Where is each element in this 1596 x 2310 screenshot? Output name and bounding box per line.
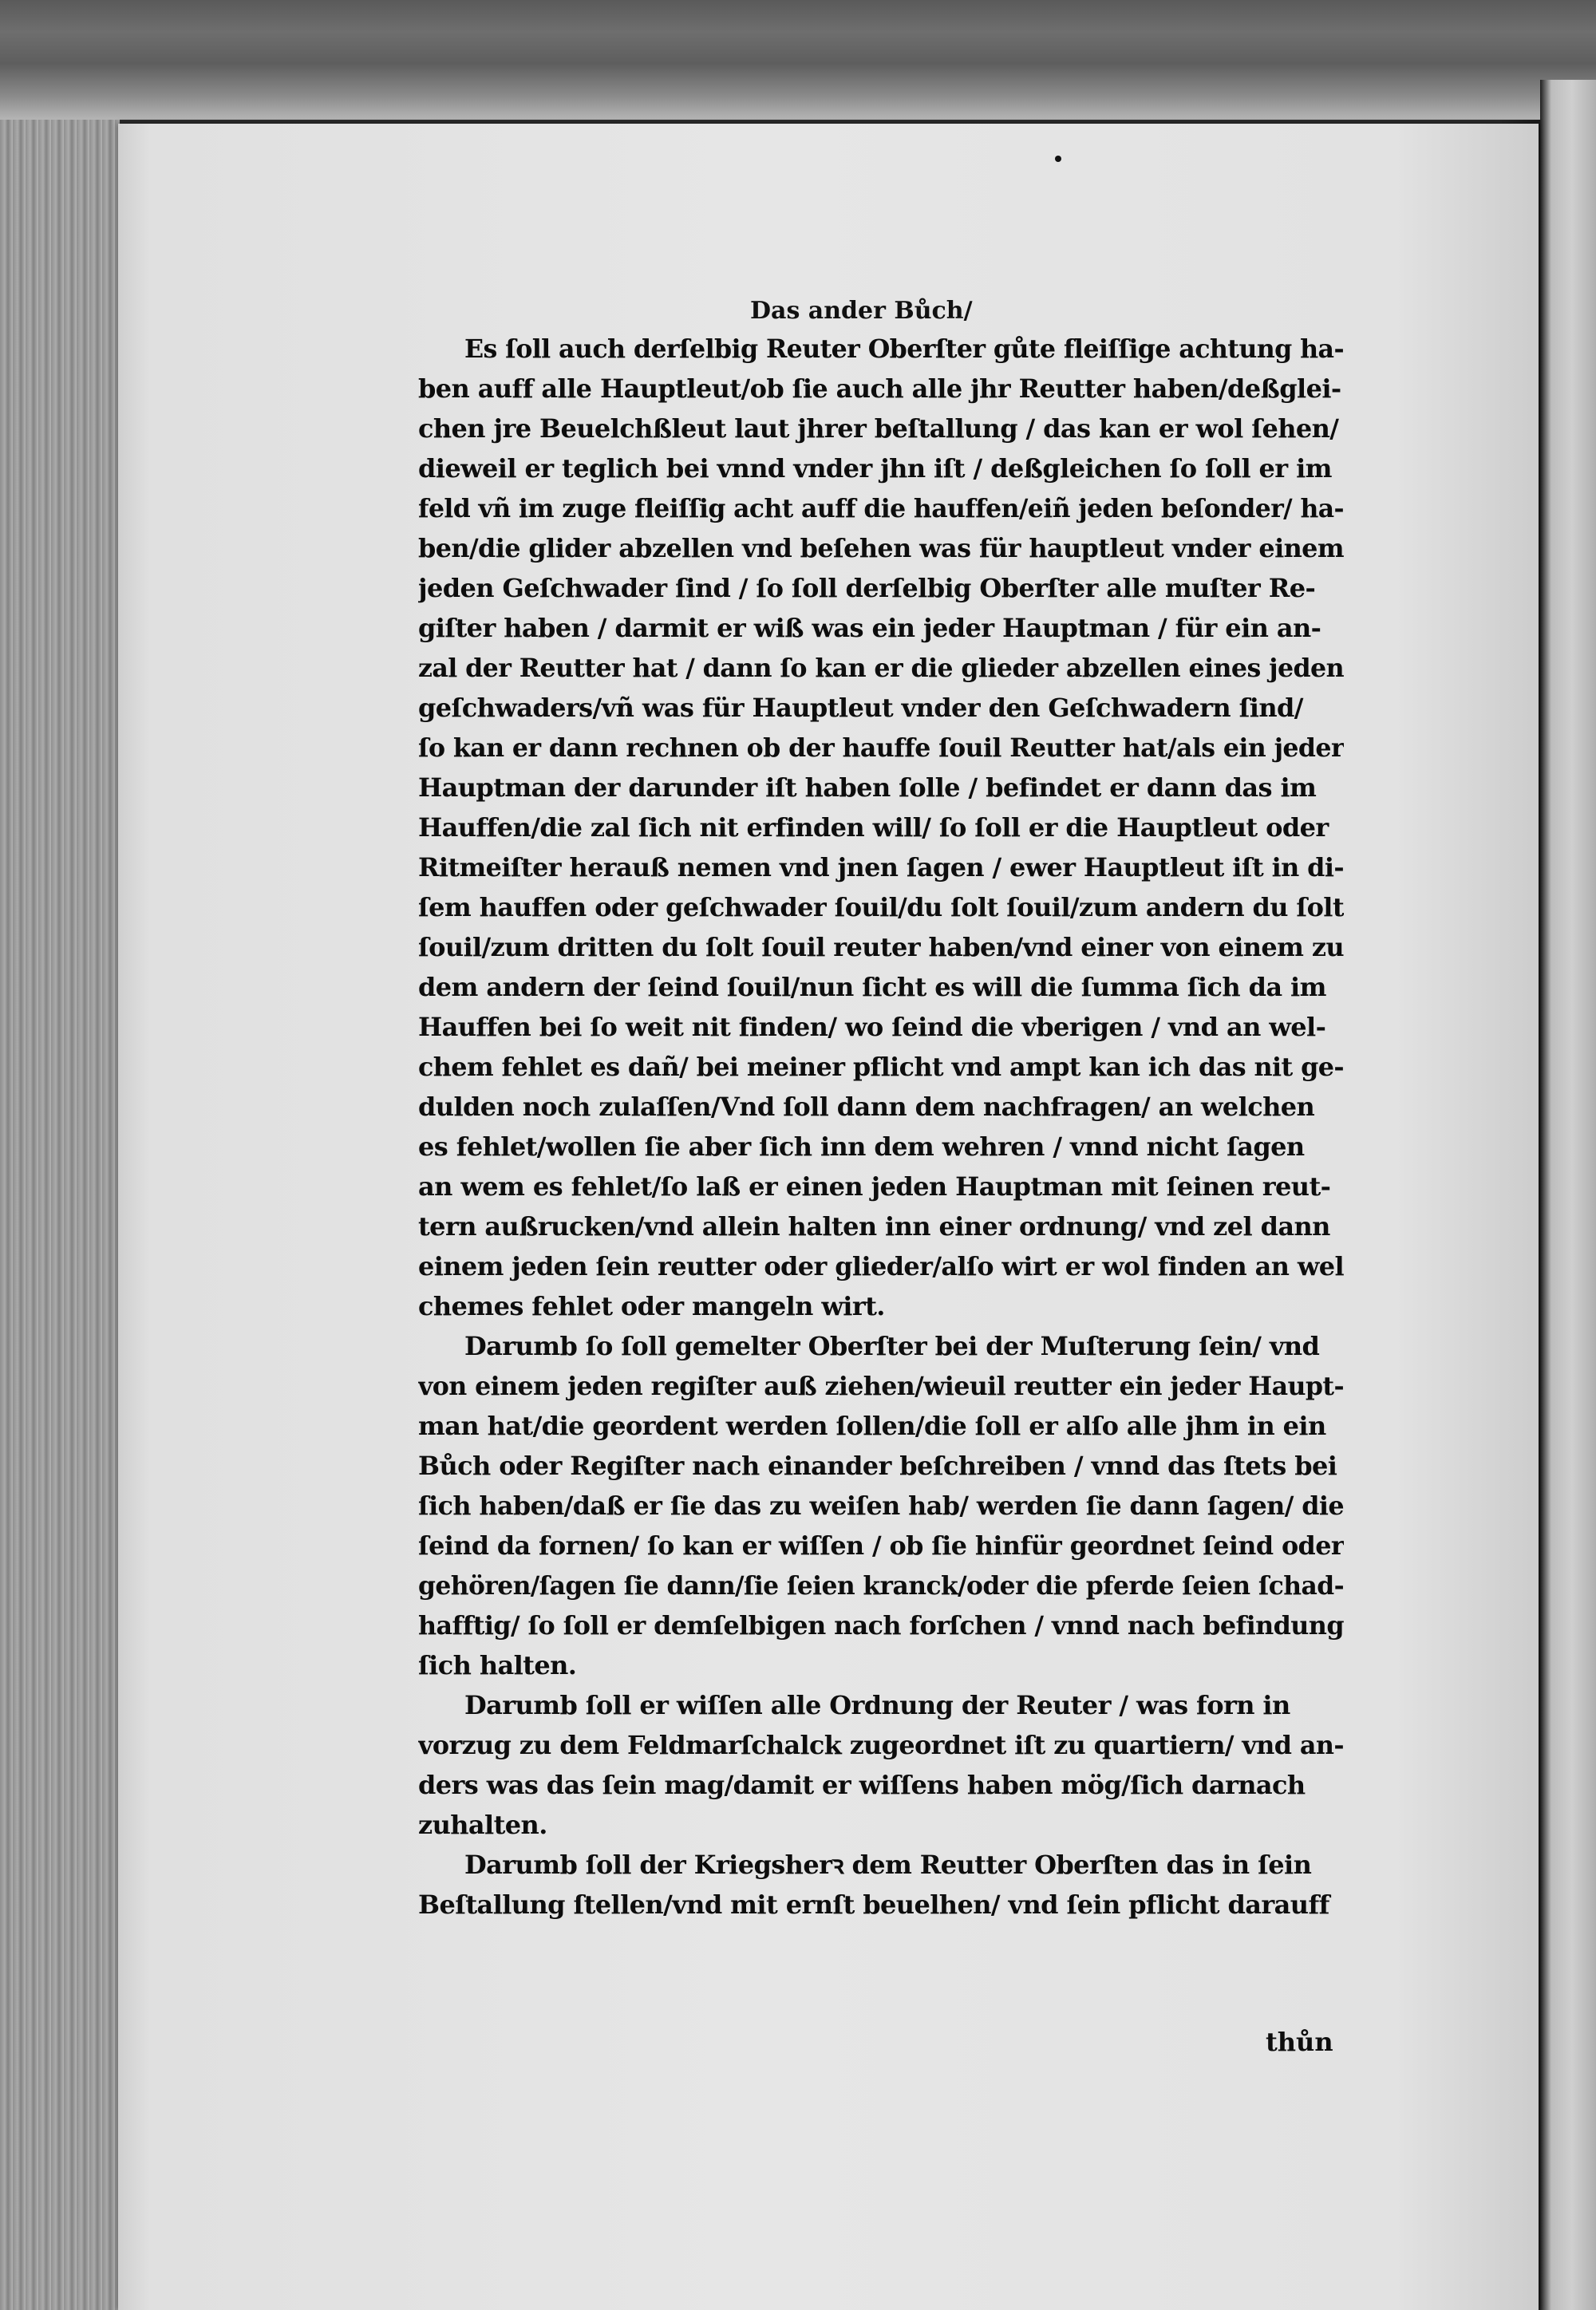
body-text [418,329,1344,1925]
text-line: hafftig/ ſo ſoll er demſelbigen nach forſchen / vnnd nach befindung [418,1610,1344,1641]
text-line: Darumb ſo ſoll gemelter Oberſter bei der Muſterung ſein/ vnd [464,1331,1320,1361]
text-line: Es ſoll auch derſelbig Reuter Oberſter gůte fleiſſige achtung ha- [464,334,1344,364]
text-line: ben/die glider abzellen vnd beſehen was für hauptleut vnder einem [418,533,1344,563]
facing-page-edge [1540,80,1596,2310]
text-line: Beſtallung ſtellen/vnd mit ernſt beuelhen/ vnd ſein pflicht darauff [418,1889,1329,1920]
text-line: ſem hauffen oder geſchwader ſouil/du ſolt ſouil/zum andern du ſolt [418,892,1344,922]
text-line: zal der Reutter hat / dann ſo kan er die glieder abzellen eines jeden [418,653,1344,683]
text-line: man hat/die geordent werden ſollen/die ſoll er alſo alle jhm in ein [418,1411,1326,1441]
text-line: Darumb ſoll er wiſſen alle Ordnung der Reuter / was forn in [464,1690,1290,1720]
text-line: Darumb ſoll der Kriegsherꝛ dem Reutter Oberſten das in ſein [464,1850,1312,1880]
text-line: zuhalten. [418,1810,547,1840]
text-line: geſchwaders/vñ was für Hauptleut vnder den Geſchwadern ſind/ [418,693,1303,723]
text-line: ſich halten. [418,1650,577,1680]
text-line: von einem jeden regiſter auß ziehen/wieuil reutter ein jeder Haupt- [418,1371,1344,1401]
text-line: Ritmeiſter herauß nemen vnd jnen ſagen / ewer Hauptleut iſt in di- [418,852,1344,883]
running-head: Das ander Bůch/ [750,297,973,325]
text-line: Hauffen/die zal ſich nit erfinden will/ ſo ſoll er die Hauptleut oder [418,812,1329,843]
text-line: dieweil er teglich bei vnnd vnder jhn iſt / deßgleichen ſo ſoll er im [418,453,1332,484]
text-line: es fehlet/wollen ſie aber ſich inn dem wehren / vnnd nicht ſagen [418,1131,1305,1162]
text-line: einem jeden ſein reutter oder glieder/alſo wirt er wol finden an wel [418,1251,1344,1281]
text-line: giſter haben / darmit er wiß was ein jeder Hauptman / für ein an- [418,613,1321,643]
text-line: dem andern der ſeind ſouil/nun ſicht es will die ſumma ſich da im [418,972,1326,1002]
text-line: chemes fehlet oder mangeln wirt. [418,1291,885,1321]
text-line: gehören/ſagen ſie dann/ſie ſeien kranck/oder die pferde ſeien ſchad- [418,1570,1344,1601]
text-line: Hauffen bei ſo weit nit finden/ wo ſeind die vberigen / vnd an wel- [418,1012,1326,1042]
text-line: ſouil/zum dritten du ſolt ſouil reuter haben/vnd einer von einem zu [418,932,1344,962]
text-line: Bůch oder Regiſter nach einander beſchreiben / vnnd das ſtets bei [418,1451,1337,1481]
text-line: ſich haben/daß er ſie das zu weiſen hab/ werden ſie dann ſagen/ die [418,1491,1344,1521]
text-line: ſeind da fornen/ ſo kan er wiſſen / ob ſie hinfür geordnet ſeind oder [418,1530,1344,1561]
text-line: tern außrucken/vnd allein halten inn einer ordnung/ vnd zel dann [418,1211,1330,1242]
text-line: Hauptman der darunder iſt haben ſolle / befindet er dann das im [418,772,1317,803]
text-line: chem fehlet es dañ/ bei meiner pflicht vnd ampt kan ich das nit ge- [418,1052,1344,1082]
text-line: an wem es fehlet/ſo laß er einen jeden Hauptman mit ſeinen reut- [418,1171,1331,1202]
text-line: feld vñ im zuge fleiſſig acht auff die hauffen/eiñ jeden beſonder/ ha- [418,493,1344,523]
ink-speck [1055,156,1061,162]
text-line: chen jre Beuelchßleut laut jhrer beſtallung / das kan er wol ſehen/ [418,413,1339,444]
text-line: jeden Geſchwader ſind / ſo ſoll derſelbig Oberſter alle muſter Re- [418,573,1316,603]
text-line: ſo kan er dann rechnen ob der hauffe ſouil Reutter hat/als ein jeder [418,732,1344,763]
text-line: ders was das ſein mag/damit er wiſſens haben mög/ſich darnach [418,1770,1306,1800]
catchword: thůn [1266,2027,1333,2057]
text-line: ben auff alle Hauptleut/ob ſie auch alle jhr Reutter haben/deßglei- [418,373,1341,404]
text-line: vorzug zu dem Feldmarſchalck zugeordnet iſt zu quartiern/ vnd an- [418,1730,1344,1760]
stacked-page-edges [0,120,120,2310]
text-line: dulden noch zulaſſen/Vnd ſoll dann dem nachfragen/ an welchen [418,1092,1315,1122]
book-cover-edge [0,0,1596,120]
